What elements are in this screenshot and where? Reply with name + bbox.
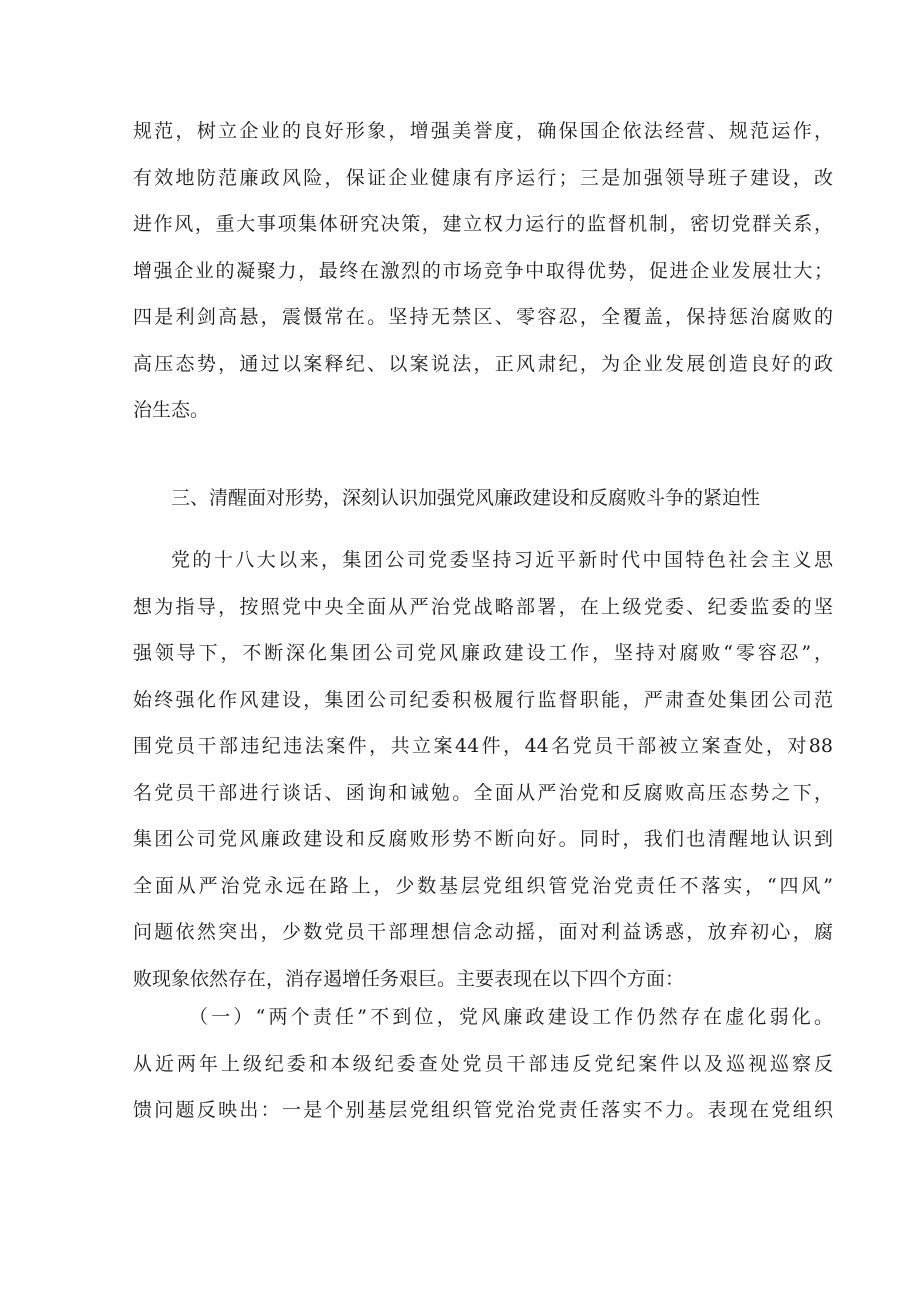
text-line: 进作风，重大事项集体研究决策，建立权力运行的监督机制，密切党群关系， — [133, 213, 833, 235]
text-line: 强领导下，不断深化集团公司党风廉政建设工作，坚持对腐败“零容忍”， — [133, 642, 833, 664]
heading-text: 三、清醒面对形势，深刻认识加强党风廉政建设和反腐败斗争的紧迫性 — [171, 487, 761, 509]
subsection-heading-line: （一）“两个责任”不到位，党风廉政建设工作仍然存在虚化弱化。 — [189, 1006, 833, 1028]
text-line: 名党员干部进行谈话、函询和诫勉。全面从严治党和反腐败高压态势之下， — [133, 781, 833, 804]
text-line: 馈问题反映出：一是个别基层党组织管党治党责任落实不力。表现在党组织 — [133, 1099, 833, 1121]
text-line: 集团公司党风廉政建设和反腐败形势不断向好。同时，我们也清醒地认识到 — [133, 828, 833, 850]
text-line: 问题依然突出，少数党员干部理想信念动摇，面对利益诱惑，放弃初心，腐 — [133, 921, 833, 943]
text-line: 败现象依然存在，消存遏增任务艰巨。主要表现在以下四个方面： — [133, 967, 685, 990]
paragraph-body — [133, 537, 833, 1002]
paragraph-subsection — [133, 994, 833, 1134]
text-line: 党的十八大以来，集团公司党委坚持习近平新时代中国特色社会主义思 — [171, 549, 833, 571]
text-line: 围党员干部违纪违法案件，共立案44件，44名党员干部被立案查处，对88 — [133, 735, 833, 757]
text-line: 高压态势，通过以案释纪、以案说法，正风肃纪，为企业发展创造良好的政 — [133, 352, 833, 375]
text-line: 四是利剑高悬，震慑常在。坚持无禁区、零容忍，全覆盖，保持惩治腐败的 — [133, 306, 833, 328]
paragraph-continued — [133, 108, 833, 434]
text-line: 从近两年上级纪委和本级纪委查处党员干部违反党纪案件以及巡视巡察反 — [133, 1052, 833, 1075]
text-line: 想为指导，按照党中央全面从严治党战略部署，在上级党委、纪委监委的坚 — [133, 595, 833, 618]
text-line: 有效地防范廉政风险，保证企业健康有序运行；三是加强领导班子建设，改 — [133, 166, 833, 189]
text-line: 始终强化作风建设，集团公司纪委积极履行监督职能，严肃查处集团公司范 — [133, 688, 833, 711]
text-line: 规范，树立企业的良好形象，增强美誉度，确保国企依法经营、规范运作， — [133, 120, 833, 142]
text-line: 全面从严治党永远在路上，少数基层党组织管党治党责任不落实，“四风” — [133, 874, 833, 897]
section-heading — [133, 475, 833, 522]
text-line: 增强企业的凝聚力，最终在激烈的市场竞争中取得优势，促进企业发展壮大； — [133, 259, 833, 282]
text-line: 治生态。 — [133, 399, 210, 421]
